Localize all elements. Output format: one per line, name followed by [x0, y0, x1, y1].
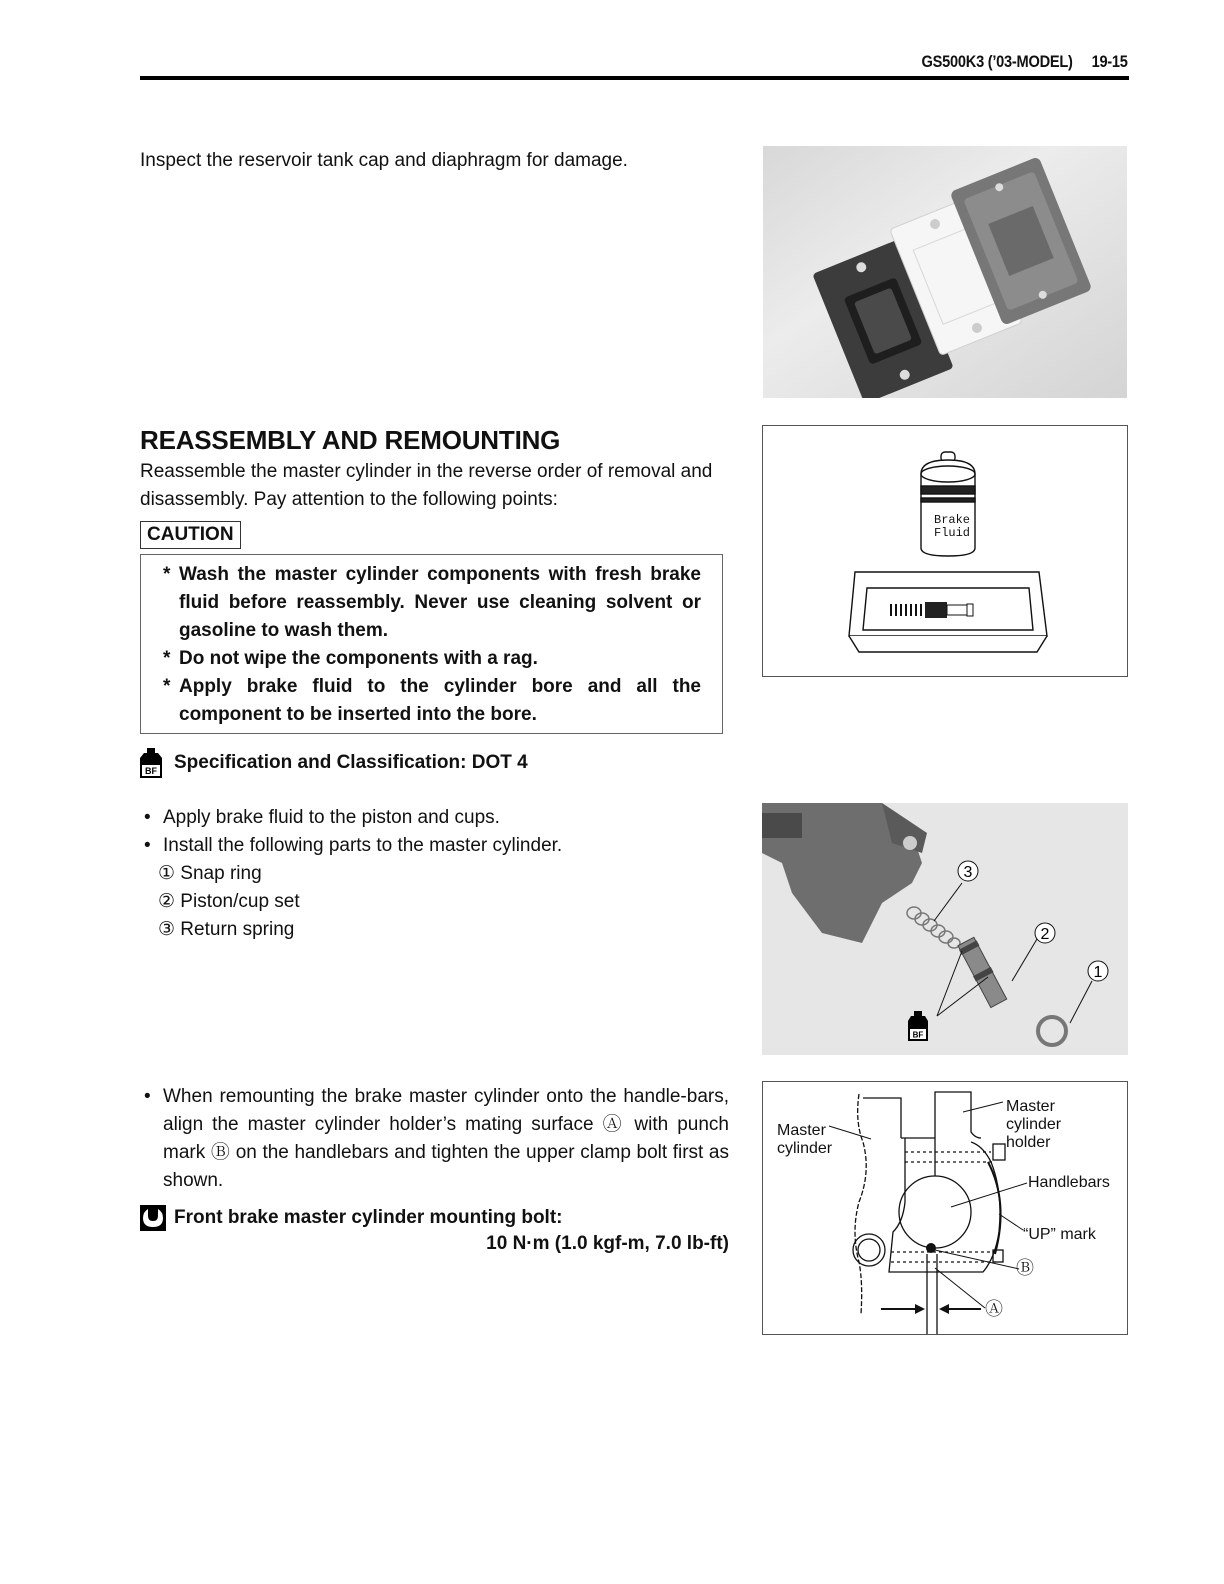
section-heading: REASSEMBLY AND REMOUNTING — [140, 425, 561, 455]
page-number: 19-15 — [1091, 52, 1128, 71]
page-header — [922, 52, 1128, 72]
label-b: Ⓑ — [1016, 1258, 1034, 1278]
torque-value: 10 N·m (1.0 kgf-m, 7.0 lb-ft) — [486, 1233, 729, 1254]
caution-item: * Wash the master cylinder components with fresh brake fluid before reassembly. Never use cleaning solvent or gasoline to wash them. — [163, 561, 701, 645]
part-item: ② Piston/cup set — [158, 891, 300, 912]
part-item: ③ Return spring — [158, 919, 295, 940]
step-item: • Install the following parts to the master cylinder. — [144, 832, 734, 860]
svg-text:BF: BF — [912, 1030, 924, 1040]
brake-fluid-bottle-icon — [140, 748, 162, 778]
remount-item: • When remounting the brake master cylinder onto the handle-bars, align the master cylinder holder’s mating surface Ⓐ with punch mark Ⓑ on the handlebars and tighten the upper clamp bolt first as shown. — [144, 1083, 729, 1195]
reservoir-cap-photo — [763, 146, 1127, 398]
torque-row — [140, 1205, 563, 1231]
piston-parts-photo — [762, 803, 1128, 1055]
steps-list — [144, 804, 734, 944]
spec-text: Specification and Classification: DOT 4 — [174, 752, 528, 773]
torque-wrench-icon — [140, 1205, 166, 1231]
label-handlebars: Handlebars — [1028, 1174, 1110, 1191]
torque-label: Front brake master cylinder mounting bolt: — [174, 1207, 563, 1228]
bf-icon-text: BF — [145, 766, 157, 776]
can-label-brake: Brake — [934, 513, 971, 527]
can-label-fluid: Fluid — [934, 526, 971, 540]
remount-list — [144, 1083, 729, 1195]
step-item: • Apply brake fluid to the piston and cups. — [144, 804, 734, 832]
label-master-cylinder-holder: Master cylinder holder — [1006, 1098, 1062, 1151]
header-rule — [140, 76, 1129, 80]
callout-3: 3 — [963, 864, 973, 881]
label-master-cylinder: Master cylinder — [777, 1122, 833, 1157]
inspect-text: Inspect the reservoir tank cap and diaphragm for damage. — [140, 150, 628, 171]
part-item: ① Snap ring — [158, 863, 262, 884]
caution-item: * Do not wipe the components with a rag. — [163, 645, 701, 673]
caution-box — [140, 554, 723, 734]
caution-list — [163, 561, 701, 729]
brake-fluid-illustration — [762, 425, 1128, 677]
callout-1: 1 — [1093, 964, 1103, 981]
caution-label: CAUTION — [140, 521, 241, 549]
manual-title: GS500K3 (’03-MODEL) — [921, 52, 1073, 71]
section-intro: Reassemble the master cylinder in the reverse order of removal and disassembly. Pay attention to the following points: — [140, 461, 713, 510]
mounting-diagram — [762, 1081, 1128, 1335]
spec-row — [140, 748, 528, 778]
caution-item: * Apply brake fluid to the cylinder bore and all the component to be inserted into the bore. — [163, 673, 701, 729]
label-up-mark: “UP” mark — [1023, 1226, 1096, 1243]
label-a: Ⓐ — [985, 1299, 1003, 1319]
callout-2: 2 — [1040, 926, 1050, 943]
